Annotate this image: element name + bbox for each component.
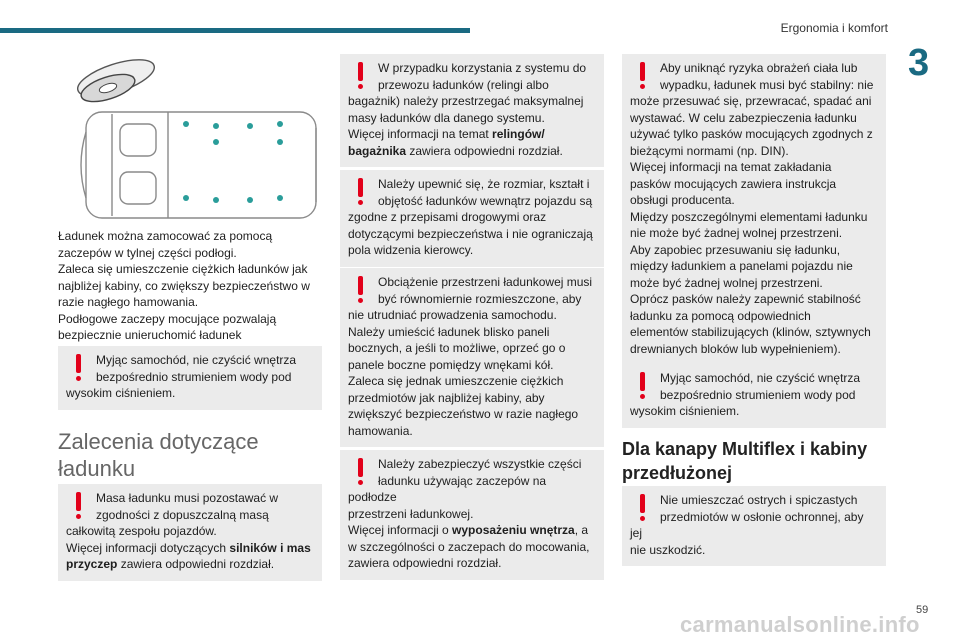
floor-anchor-points <box>183 121 283 203</box>
van-floor-anchors-illustration <box>58 52 322 222</box>
section-title: Ergonomia i komfort <box>780 21 888 35</box>
warning-icon <box>352 276 370 304</box>
warning-box-load-size: Należy upewnić się, że rozmiar, kształt i objętość ładunków wewnątrz pojazdu są zgodne z przepisami drogowymi oraz dotyczącymi bezpieczeństwa i nie ograniczają pola widzenia kierowcy. <box>340 170 604 267</box>
van-outline <box>81 112 316 218</box>
header-bar <box>0 28 470 33</box>
anchor-ring-icon <box>74 52 159 107</box>
warning-icon <box>634 372 652 400</box>
warning-icon <box>634 494 652 522</box>
watermark: carmanualsonline.info <box>680 612 920 637</box>
section-heading-load-recommendations: Zalecenia dotyczące ładunku <box>58 429 259 481</box>
warning-icon <box>352 458 370 486</box>
chapter-number: 3 <box>908 42 930 84</box>
warning-box-load-mass: Masa ładunku musi pozostawać w zgodności z dopuszczalną masą całkowitą zespołu pojazdów. Więcej informacji dotyczących silników i mas przyczep zawiera odpowiedni rozdział. <box>58 484 322 581</box>
page-number: 59 <box>916 604 929 616</box>
warning-icon <box>70 492 88 520</box>
warning-icon <box>634 62 652 90</box>
warning-box-sharp-objects: Nie umieszczać ostrych i spiczastych przedmiotów w osłonie ochronnej, aby jej nie uszkodzić. <box>622 486 886 566</box>
warning-icon <box>352 62 370 90</box>
section-heading-multiflex: Dla kanapy Multiflex i kabiny przedłużonej <box>622 439 868 483</box>
warning-icon <box>352 178 370 206</box>
warning-box-washing-2: Myjąc samochód, nie czyścić wnętrza bezpośrednio strumieniem wody pod wysokim ciśnieniem. <box>622 364 886 428</box>
warning-box-roof-rails: W przypadku korzystania z systemu do przewozu ładunków (relingi albo bagażnik) należy przestrzegać maksymalnej masy ładunków dla danego systemu. Więcej informacji na temat relingów/ bagażnika zawiera odpowiedni rozdział. <box>340 54 604 167</box>
warning-box-load-stability: Aby uniknąć ryzyka obrażeń ciała lub wypadku, ładunek musi być stabilny: nie może przesuwać się, przewracać, spadać ani wystawać. W celu zabezpieczenia ładunku używać tylko pasków mocujących zgodnych z bieżącymi normami (np. DIN). Więcej informacji na temat zakładania pasków mocujących zawiera instrukcja obsługi producenta. Między poszczególnymi elementami ładunku nie może być żadnej wolnej przestrzeni. Aby zapobiec przesuwaniu się ładunku, między ładunkiem a panelami pojazdu nie może być żadnej wolnej przestrzeni. Oprócz pasków należy zapewnić stabilność ładunku za pomocą odpowiednich elementów stabilizujących (klinów, sztywnych drewnianych bloków lub wypełnieniem). <box>622 54 886 365</box>
warning-box-load-distribution: Obciążenie przestrzeni ładunkowej musi być równomiernie rozmieszczone, aby nie utrudniać prowadzenia samochodu. Należy umieścić ładunek blisko paneli bocznych, a jeśli to możliwe, oprzeć go o panele boczne pomiędzy wnękami kół. Zaleca się jednak umieszczenie ciężkich przedmiotów jak najbliżej kabiny, aby zwiększyć bezpieczeństwo w razie nagłego hamowania. <box>340 268 604 447</box>
warning-box-washing: Myjąc samochód, nie czyścić wnętrza bezpośrednio strumieniem wody pod wysokim ciśnieniem. <box>58 346 322 410</box>
intro-text: Ładunek można zamocować za pomocą zaczepów w tylnej części podłogi. Zaleca się umieszczenie ciężkich ładunków jak najbliżej kabiny, co zwiększy bezpieczeństwo w razie nagłego hamowania. Podłogowe zaczepy mocujące pozwalają bezpiecznie unieruchomić ładunek <box>58 229 310 342</box>
warning-box-securing-load: Należy zabezpieczyć wszystkie części ładunku używając zaczepów na podłodze przestrzeni ładunkowej. Więcej informacji o wyposażeniu wnętrza, a w szczególności o zaczepach do mocowania, zawiera odpowiedni rozdział. <box>340 450 604 580</box>
warning-icon <box>70 354 88 382</box>
